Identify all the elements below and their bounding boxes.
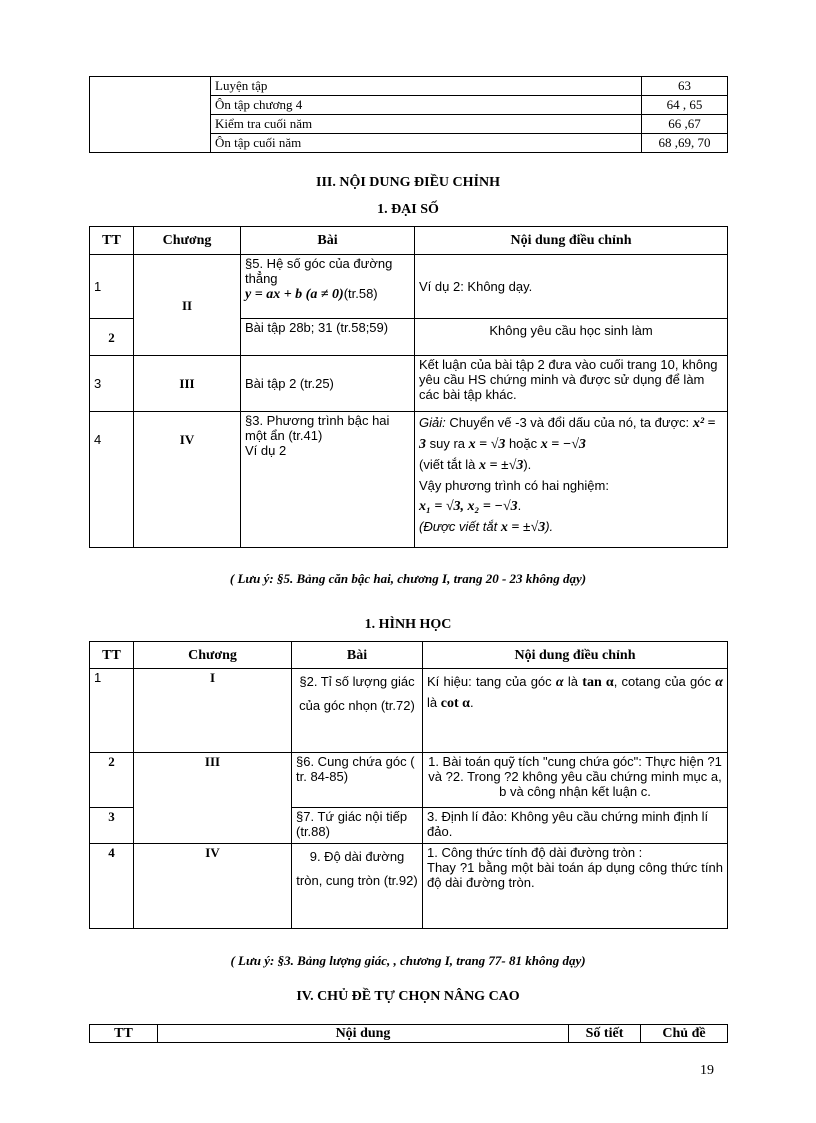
- text: (Được viết tắt: [419, 519, 498, 534]
- header-noidung: Nội dung: [158, 1025, 569, 1043]
- row-chuong: IV: [134, 844, 292, 929]
- header-tt: TT: [90, 1025, 158, 1043]
- top-table: [89, 76, 728, 153]
- row-tt: 2: [90, 753, 134, 808]
- top-table-blank-cell: [90, 77, 211, 153]
- bai-text: Ví dụ 2: [245, 443, 287, 458]
- header-chude: Chủ đề: [641, 1025, 728, 1043]
- algebra-title: 1. ĐẠI SỐ: [377, 202, 439, 217]
- row-tt: 3: [90, 808, 134, 844]
- header-bai: Bài: [241, 227, 415, 255]
- row-tt: 1: [90, 255, 134, 319]
- text: (viết tắt là: [419, 457, 476, 472]
- text: suy ra: [429, 436, 466, 451]
- row-tt: 4: [90, 412, 134, 548]
- formula: x = ±√3: [500, 520, 546, 535]
- row-bai: [241, 255, 415, 319]
- row-noidung: Không yêu cầu học sinh làm: [415, 319, 728, 356]
- header-chuong: Chương: [134, 642, 292, 669]
- text: Thay ?1 bằng một bài toán áp dụng công thức tính độ dài đường tròn.: [427, 860, 723, 890]
- header-noidung: Nội dung điều chỉnh: [415, 227, 728, 255]
- advanced-table: [89, 1024, 728, 1043]
- formula: x = ±√3: [478, 458, 524, 473]
- row-chuong: III: [134, 356, 241, 412]
- formula: α: [555, 675, 564, 690]
- row-bai: §2. Tỉ số lượng giác của góc nhọn (tr.72): [292, 669, 423, 753]
- top-row-name: Luyện tập: [211, 77, 642, 96]
- top-row-name: Ôn tập chương 4: [211, 96, 642, 115]
- text: ).: [523, 457, 532, 472]
- top-row-value: 63: [642, 77, 728, 96]
- formula: y = ax + b (a ≠ 0): [245, 287, 344, 302]
- giai-label: Giải:: [419, 415, 446, 430]
- text: là: [427, 695, 438, 710]
- row-bai: Bài tập 28b; 31 (tr.58;59): [241, 319, 415, 356]
- row-tt: 1: [90, 669, 134, 753]
- row-chuong: IV: [134, 412, 241, 548]
- row-chuong: II: [134, 255, 241, 356]
- text: 1. Công thức tính độ dài đường tròn :: [427, 845, 643, 860]
- formula: tan α: [582, 675, 614, 690]
- header-noidung: Nội dung điều chỉnh: [423, 642, 728, 669]
- note-algebra: ( Lưu ý: §5. Bảng căn bậc hai, chương I, trang 20 - 23 không dạy): [229, 571, 587, 586]
- row-noidung: Kết luận của bài tập 2 đưa vào cuối trang 10, không yêu cầu HS chứng minh và được sử dụng để làm các bài tập khác.: [415, 356, 728, 412]
- row-tt: 2: [90, 319, 134, 356]
- algebra-table: [89, 226, 728, 548]
- text: Vậy phương trình có hai nghiệm:: [419, 478, 609, 493]
- bai-ref: (tr.58): [343, 286, 378, 301]
- section4-title: IV. CHỦ ĐỀ TỰ CHỌN NÂNG CAO: [296, 989, 520, 1004]
- row-bai: §6. Cung chứa góc ( tr. 84-85): [292, 753, 423, 808]
- top-row-value: 68 ,69, 70: [642, 134, 728, 153]
- giai-line-5: [419, 517, 723, 538]
- text: Kí hiệu: tang của góc: [427, 674, 552, 689]
- row-noidung: [415, 412, 728, 548]
- page-number: 19: [700, 1063, 714, 1078]
- note-geometry: ( Lưu ý: §3. Bảng lượng giác, , chương I, trang 77- 81 không dạy): [230, 953, 586, 968]
- bai-formula-line: [245, 286, 410, 302]
- row-tt: 3: [90, 356, 134, 412]
- header-sotiet: Số tiết: [569, 1025, 641, 1043]
- row-noidung: [423, 669, 728, 753]
- row-tt: 4: [90, 844, 134, 929]
- row-bai: 9. Độ dài đường tròn, cung tròn (tr.92): [292, 844, 423, 929]
- row-noidung: Ví dụ 2: Không dạy.: [415, 255, 728, 319]
- row-chuong: I: [134, 669, 292, 753]
- header-bai: Bài: [292, 642, 423, 669]
- geometry-title: 1. HÌNH HỌC: [364, 617, 452, 632]
- formula: x₁ = √3, x₂ = −√3: [419, 499, 518, 514]
- row-noidung: [423, 844, 728, 929]
- bai-text: §5. Hệ số góc của đường thẳng: [245, 256, 393, 286]
- header-tt: TT: [90, 227, 134, 255]
- text: , cotang của góc: [613, 674, 711, 689]
- formula: x² = 3: [419, 416, 716, 452]
- giai-line-2: [419, 455, 723, 476]
- row-noidung: 1. Bài toán quỹ tích "cung chứa góc": Thực hiện ?1 và ?2. Trong ?2 không yêu cầu chứng minh mục a, b và công nhận kết luận c.: [423, 753, 728, 808]
- row-bai: Bài tập 2 (tr.25): [241, 356, 415, 412]
- top-row-name: Kiểm tra cuối năm: [211, 115, 642, 134]
- header-chuong: Chương: [134, 227, 241, 255]
- formula: x = −√3: [540, 437, 586, 452]
- text: Chuyển vế -3 và đổi dấu của nó, ta được:: [449, 415, 690, 430]
- top-row-value: 66 ,67: [642, 115, 728, 134]
- header-tt: TT: [90, 642, 134, 669]
- geometry-table: [89, 641, 728, 929]
- top-row-name: Ôn tập cuối năm: [211, 134, 642, 153]
- row-noidung: 3. Định lí đảo: Không yêu cầu chứng minh định lí đảo.: [423, 808, 728, 844]
- formula: x = √3: [468, 437, 506, 452]
- text: .: [469, 695, 474, 710]
- giai-line-1: [419, 413, 723, 455]
- giai-line-3: [419, 476, 723, 496]
- row-chuong: III: [134, 753, 292, 844]
- row-bai: §7. Tứ giác nội tiếp (tr.88): [292, 808, 423, 844]
- row-bai: [241, 412, 415, 548]
- top-row-value: 64 , 65: [642, 96, 728, 115]
- formula: cot α: [440, 696, 470, 711]
- text: ).: [545, 519, 554, 534]
- text: là: [567, 674, 579, 689]
- giai-line-4: [419, 496, 723, 517]
- bai-text: §3. Phương trình bậc hai một ẩn (tr.41): [245, 413, 390, 443]
- section3-title: III. NỘI DUNG ĐIỀU CHỈNH: [316, 175, 500, 190]
- formula: α: [715, 675, 723, 690]
- text: hoặc: [508, 436, 538, 451]
- text: .: [517, 498, 522, 513]
